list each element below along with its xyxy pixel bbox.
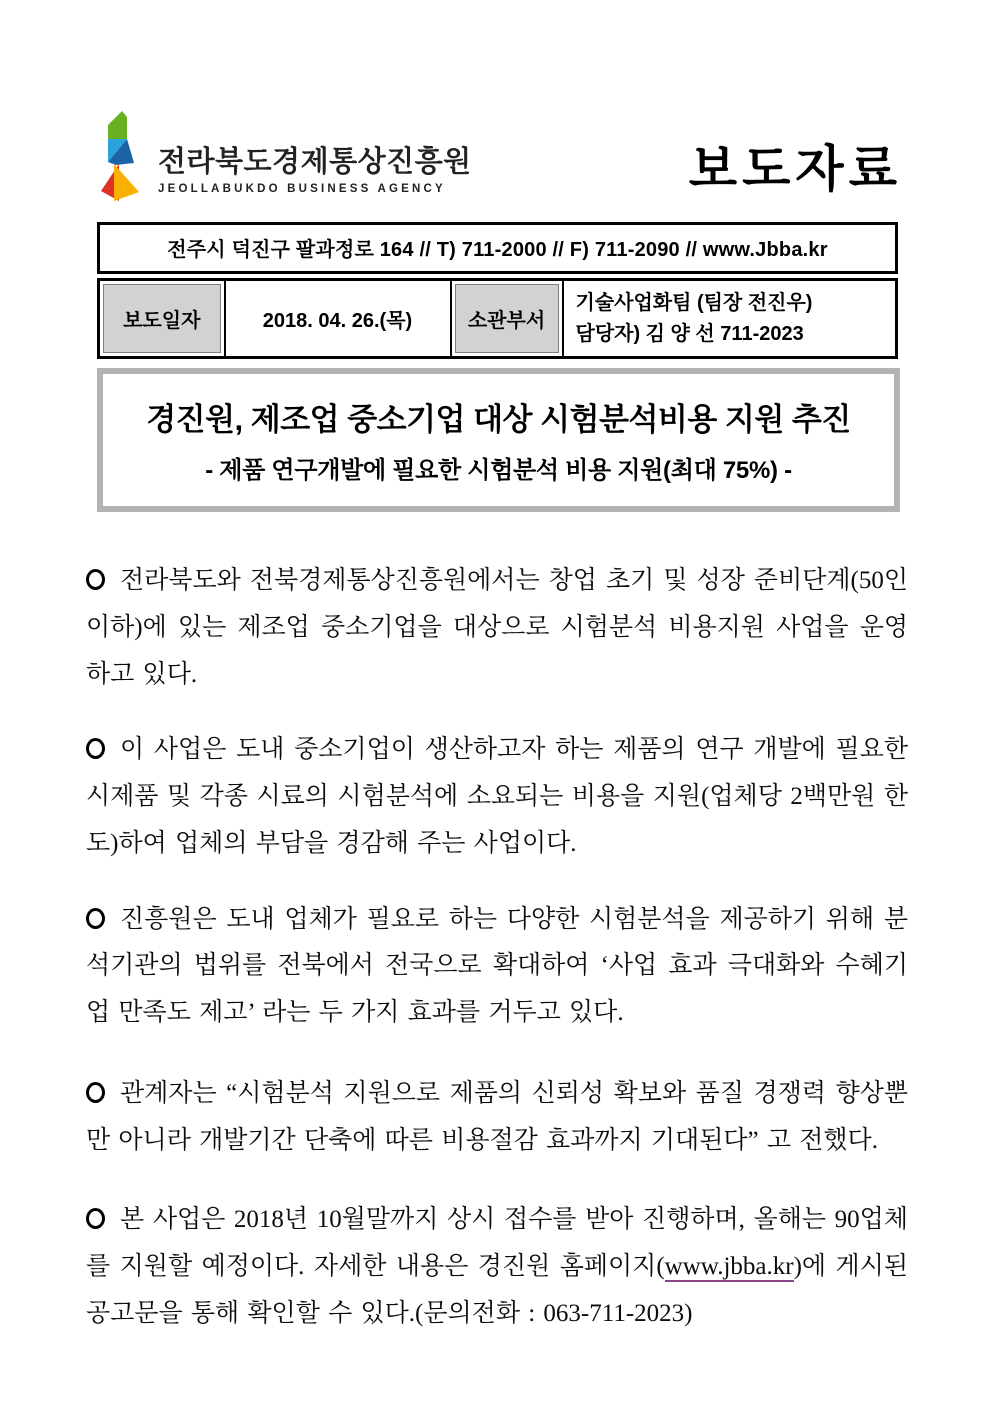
paragraph-2 bbox=[86, 727, 908, 867]
circle-bullet-icon bbox=[86, 908, 105, 929]
logo-orange-shape bbox=[114, 164, 139, 201]
table-row bbox=[99, 280, 897, 358]
paragraph-5-text-post: )에 게시된 공고문을 통해 확인할 수 있다.(문의전화 : 063-711-2023) bbox=[86, 1253, 908, 1327]
paragraph-1-text: 전라북도와 전북경제통상진흥원에서는 창업 초기 및 성장 준비단계(50인 이하)에 있는 제조업 중소기업을 대상으로 시험분석 비용지원 사업을 운영하고 있다. bbox=[86, 567, 908, 688]
department-label-cell bbox=[451, 280, 563, 358]
headline-title: 경진원, 제조업 중소기업 대상 시험분석비용 지원 추진 bbox=[146, 402, 851, 437]
release-date-value: 2018. 04. 26.(목) bbox=[225, 280, 451, 358]
agency-logo bbox=[88, 104, 472, 212]
circle-bullet-icon bbox=[86, 1082, 105, 1103]
paragraph-5 bbox=[86, 1197, 908, 1337]
release-date-label-cell bbox=[99, 280, 225, 358]
release-date-label: 보도일자 bbox=[103, 284, 221, 353]
logo-green-shape bbox=[108, 111, 127, 139]
circle-bullet-icon bbox=[86, 569, 105, 590]
agency-logo-icon bbox=[88, 104, 152, 212]
department-label: 소관부서 bbox=[455, 284, 559, 353]
headline-subtitle: - 제품 연구개발에 필요한 시험분석 비용 지원(최대 75%) - bbox=[205, 457, 792, 484]
paragraph-5-text-pre: 본 사업은 2018년 10월말까지 상시 접수를 받아 진행하며, 올해는 90업체를 지원할 예정이다. 자세한 내용은 경진원 홈페이지( bbox=[86, 1206, 908, 1280]
agency-name-korean: 전라북도경제통상진흥원 bbox=[158, 146, 472, 178]
release-info-table bbox=[97, 278, 898, 359]
headline-box bbox=[97, 368, 900, 512]
agency-logo-text bbox=[158, 139, 472, 195]
homepage-link[interactable]: www.jbba.kr bbox=[664, 1253, 794, 1280]
circle-bullet-icon bbox=[86, 1208, 105, 1229]
body-text bbox=[86, 558, 908, 1338]
paragraph-4 bbox=[86, 1071, 908, 1165]
department-person-line: 담당자) 김 양 선 711-2023 bbox=[575, 322, 804, 345]
paragraph-1 bbox=[86, 558, 908, 698]
paragraph-2-text: 이 사업은 도내 중소기업이 생산하고자 하는 제품의 연구 개발에 필요한 시제품 및 각종 시료의 시험분석에 소요되는 비용을 지원(업체당 2백만원 한도)하여 업체의 부담을 경감해 주는 사업이다. bbox=[86, 736, 908, 857]
paragraph-4-text: 관계자는 “시험분석 지원으로 제품의 신뢰성 확보와 품질 경쟁력 향상뿐만 아니라 개발기간 단축에 따른 비용절감 효과까지 기대된다” 고 전했다. bbox=[86, 1079, 908, 1154]
paragraph-3-text: 진흥원은 도내 업체가 필요로 하는 다양한 시험분석을 제공하기 위해 분석기관의 법위를 전북에서 전국으로 확대하여 ‘사업 효과 극대화와 수혜기업 만족도 제고’ 라는 두 가지 효과를 거두고 있다. bbox=[86, 905, 908, 1026]
department-contact-cell bbox=[563, 280, 897, 358]
address-bar: 전주시 덕진구 팔과정로 164 // T) 711-2000 // F) 711-2090 // www.Jbba.kr bbox=[97, 222, 898, 274]
header bbox=[86, 104, 908, 212]
circle-bullet-icon bbox=[86, 738, 105, 759]
agency-name-english: JEOLLABUKDO BUSINESS AGENCY bbox=[158, 183, 446, 195]
department-team-line: 기술사업화팀 (팀장 전진우) bbox=[575, 291, 813, 314]
paragraph-3 bbox=[86, 897, 908, 1037]
document-type-title: 보도자료 bbox=[688, 141, 902, 197]
